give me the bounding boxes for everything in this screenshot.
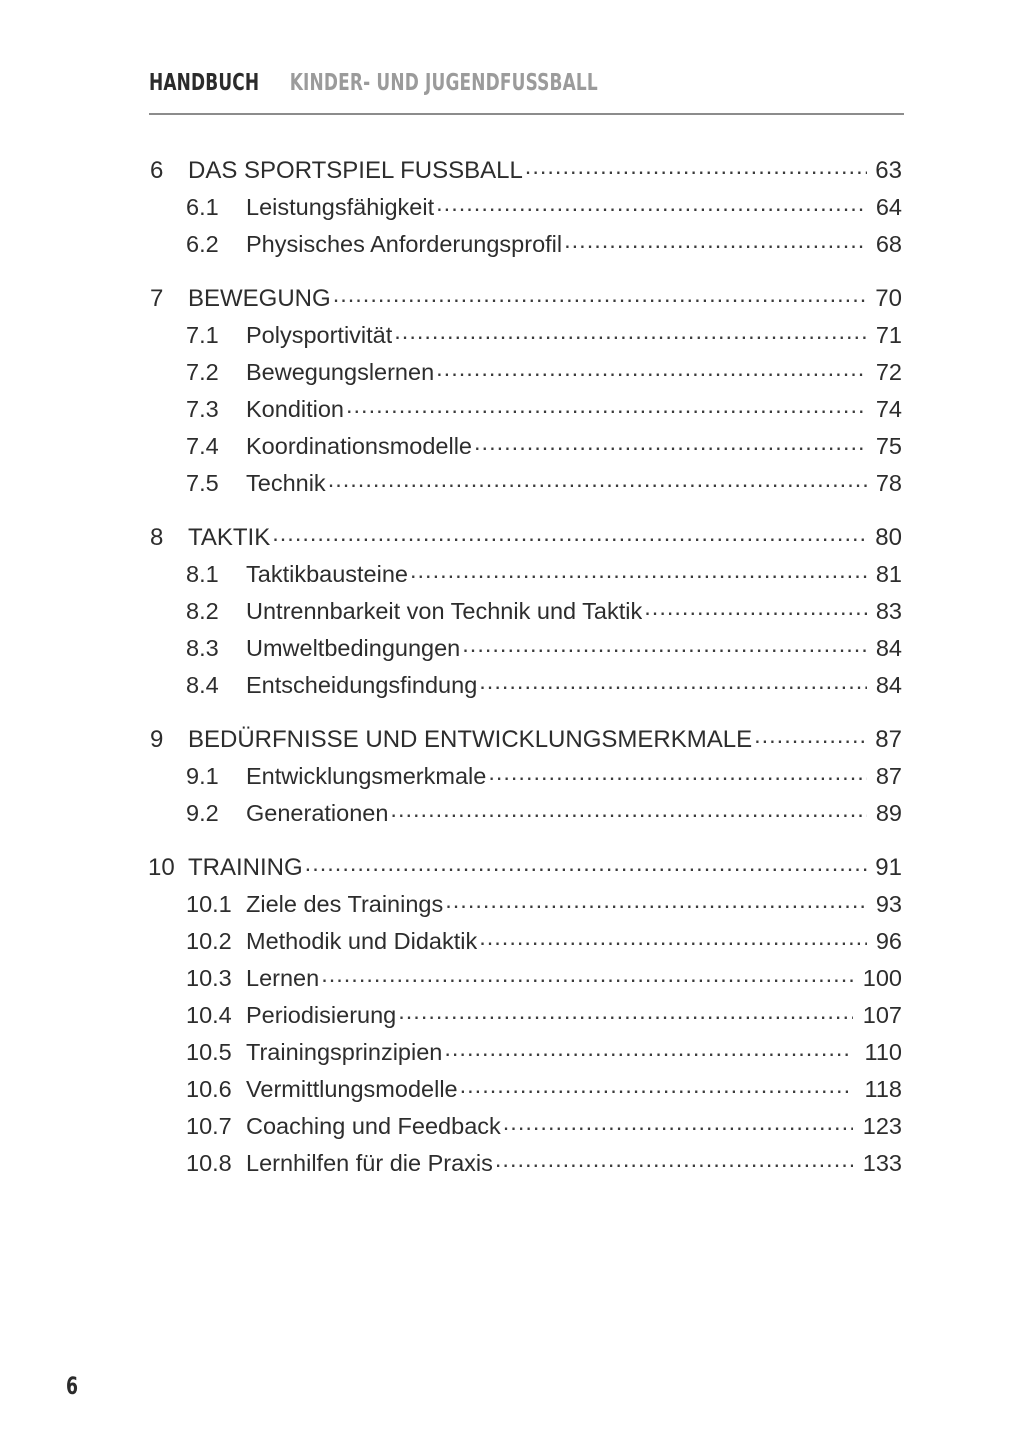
toc-dot-leader: [346, 394, 867, 418]
toc-entry-page-number: 110: [864, 1039, 902, 1065]
toc-entry-page-number: 63: [875, 157, 902, 184]
toc-entry-page-number: 93: [875, 891, 902, 917]
toc-entry-page-number: 68: [875, 231, 902, 257]
toc-dot-leader: [460, 1074, 853, 1098]
toc-entry-page-number: 74: [875, 396, 902, 422]
toc-entry-title: Untrennbarkeit von Technik und Taktik: [246, 598, 643, 624]
toc-entry-title: Entwicklungsmerkmale: [246, 763, 487, 789]
toc-entry[interactable]: [0, 1034, 1024, 1071]
toc-entry-number: 10.8: [186, 1150, 232, 1176]
toc-entry-page-number: 100: [862, 965, 902, 991]
toc-entry-page-number: 84: [875, 672, 902, 698]
toc-entry-title: Lernen: [246, 965, 320, 991]
toc-entry[interactable]: [0, 317, 1024, 354]
toc-entry[interactable]: [0, 152, 1024, 189]
toc-entry[interactable]: [0, 519, 1024, 556]
toc-dot-leader: [394, 320, 867, 344]
toc-dot-leader: [436, 192, 867, 216]
toc-entry[interactable]: [0, 923, 1024, 960]
toc-entry[interactable]: [0, 1071, 1024, 1108]
toc-entry-number: 8.1: [186, 561, 219, 587]
toc-entry-title: Coaching und Feedback: [246, 1113, 501, 1139]
toc-dot-leader: [754, 723, 867, 747]
toc-entry[interactable]: [0, 849, 1024, 886]
toc-entry[interactable]: [0, 280, 1024, 317]
toc-dot-leader: [564, 229, 867, 253]
table-of-contents: [0, 152, 1024, 1182]
toc-dot-leader: [305, 851, 867, 875]
toc-entry-page-number: 118: [864, 1076, 902, 1102]
toc-entry-number: 9.1: [186, 763, 219, 789]
toc-dot-leader: [525, 154, 867, 178]
toc-entry-title: TAKTIK: [188, 524, 271, 551]
toc-entry-number: 7.5: [186, 470, 219, 496]
toc-entry-title: Generationen: [246, 800, 389, 826]
toc-entry-page-number: 87: [875, 763, 902, 789]
toc-dot-leader: [444, 1037, 853, 1061]
toc-entry-title: BEDÜRFNISSE UND ENTWICKLUNGSMERKMALE: [188, 726, 753, 753]
toc-entry-page-number: 133: [862, 1150, 902, 1176]
toc-entry-number: 10.5: [186, 1039, 232, 1065]
toc-entry[interactable]: [0, 667, 1024, 704]
toc-entry-title: Methodik und Didaktik: [246, 928, 478, 954]
toc-entry-number: 7.3: [186, 396, 219, 422]
toc-entry-title: DAS SPORTSPIEL FUSSBALL: [188, 157, 523, 184]
toc-entry-title: Polysportivität: [246, 322, 393, 348]
toc-dot-leader: [445, 889, 867, 913]
toc-dot-leader: [479, 670, 867, 694]
toc-entry[interactable]: [0, 465, 1024, 502]
toc-entry-number: 9.2: [186, 800, 219, 826]
toc-entry-title: Umweltbedingungen: [246, 635, 461, 661]
toc-entry-number: 10.4: [186, 1002, 232, 1028]
toc-entry[interactable]: [0, 391, 1024, 428]
toc-entry-title: Leistungsfähigkeit: [246, 194, 435, 220]
toc-entry-page-number: 64: [875, 194, 902, 220]
toc-entry-page-number: 71: [875, 322, 902, 348]
toc-entry-title: Taktikbausteine: [246, 561, 408, 587]
toc-entry-title: Lernhilfen für die Praxis: [246, 1150, 493, 1176]
toc-entry-page-number: 96: [875, 928, 902, 954]
toc-entry-number: 7.4: [186, 433, 219, 459]
toc-dot-leader: [479, 926, 867, 950]
toc-entry-title: Periodisierung: [246, 1002, 397, 1028]
toc-entry-page-number: 70: [875, 285, 902, 312]
toc-entry-page-number: 87: [875, 726, 902, 753]
toc-entry-number: 7.2: [186, 359, 219, 385]
toc-entry-number: 6: [150, 157, 164, 184]
running-header: [149, 72, 904, 102]
toc-entry-title: Koordinationsmodelle: [246, 433, 473, 459]
toc-dot-leader: [503, 1111, 853, 1135]
toc-dot-leader: [488, 761, 867, 785]
toc-entry-number: 8.4: [186, 672, 219, 698]
toc-entry-title: Entscheidungsfindung: [246, 672, 478, 698]
toc-entry[interactable]: [0, 428, 1024, 465]
toc-entry-number: 6.1: [186, 194, 219, 220]
toc-entry-page-number: 78: [875, 470, 902, 496]
toc-dot-leader: [390, 798, 867, 822]
toc-entry[interactable]: [0, 354, 1024, 391]
toc-entry-page-number: 81: [875, 561, 902, 587]
toc-entry[interactable]: [0, 758, 1024, 795]
toc-entry[interactable]: [0, 886, 1024, 923]
toc-entry-number: 8: [150, 524, 164, 551]
toc-entry-number: 10.7: [186, 1113, 232, 1139]
toc-entry[interactable]: [0, 1108, 1024, 1145]
toc-entry-page-number: 123: [862, 1113, 902, 1139]
toc-entry[interactable]: [0, 226, 1024, 263]
toc-entry-page-number: 89: [875, 800, 902, 826]
toc-dot-leader: [436, 357, 867, 381]
toc-entry-number: 10.6: [186, 1076, 232, 1102]
toc-entry[interactable]: [0, 556, 1024, 593]
toc-entry-page-number: 75: [875, 433, 902, 459]
toc-entry-title: Physisches Anforderungsprofil: [246, 231, 563, 257]
toc-dot-leader: [474, 431, 867, 455]
running-header-title-strong: HANDBUCH: [149, 70, 260, 96]
toc-entry-title: TRAINING: [188, 854, 303, 881]
toc-entry[interactable]: [0, 630, 1024, 667]
toc-entry-title: Vermittlungsmodelle: [246, 1076, 458, 1102]
toc-dot-leader: [328, 468, 867, 492]
toc-dot-leader: [321, 963, 853, 987]
toc-dot-leader: [495, 1148, 853, 1172]
toc-entry-title: Technik: [246, 470, 326, 496]
toc-entry-title: Bewegungslernen: [246, 359, 435, 385]
toc-entry[interactable]: [0, 721, 1024, 758]
toc-entry-page-number: 107: [862, 1002, 902, 1028]
header-divider-rule: [149, 113, 904, 115]
toc-dot-leader: [333, 282, 867, 306]
page-number-folio: 6: [66, 1372, 79, 1400]
toc-entry-number: 7.1: [186, 322, 219, 348]
toc-entry-title: Ziele des Trainings: [246, 891, 444, 917]
toc-entry-page-number: 91: [875, 854, 902, 881]
toc-entry-title: BEWEGUNG: [188, 285, 331, 312]
toc-entry-number: 6.2: [186, 231, 219, 257]
toc-dot-leader: [398, 1000, 853, 1024]
toc-entry[interactable]: [0, 997, 1024, 1034]
toc-entry-number: 10.2: [186, 928, 232, 954]
toc-entry-number: 8.3: [186, 635, 219, 661]
toc-entry-page-number: 80: [875, 524, 902, 551]
toc-entry-page-number: 83: [875, 598, 902, 624]
toc-entry-number: 9: [150, 726, 164, 753]
toc-entry-page-number: 84: [875, 635, 902, 661]
toc-entry-title: Trainingsprinzipien: [246, 1039, 443, 1065]
toc-entry-title: Kondition: [246, 396, 344, 422]
toc-entry-number: 10: [148, 854, 175, 881]
toc-entry[interactable]: [0, 960, 1024, 997]
toc-entry-number: 7: [150, 285, 164, 312]
toc-entry-number: 8.2: [186, 598, 219, 624]
toc-entry[interactable]: [0, 795, 1024, 832]
toc-entry[interactable]: [0, 1145, 1024, 1182]
toc-entry-number: 10.1: [186, 891, 232, 917]
toc-entry[interactable]: [0, 189, 1024, 226]
running-header-title-light: KINDER- UND JUGENDFUSSBALL: [289, 70, 598, 96]
toc-dot-leader: [410, 559, 867, 583]
toc-entry[interactable]: [0, 593, 1024, 630]
toc-dot-leader: [272, 521, 867, 545]
toc-dot-leader: [644, 596, 867, 620]
toc-entry-page-number: 72: [875, 359, 902, 385]
toc-dot-leader: [462, 633, 867, 657]
toc-entry-number: 10.3: [186, 965, 232, 991]
